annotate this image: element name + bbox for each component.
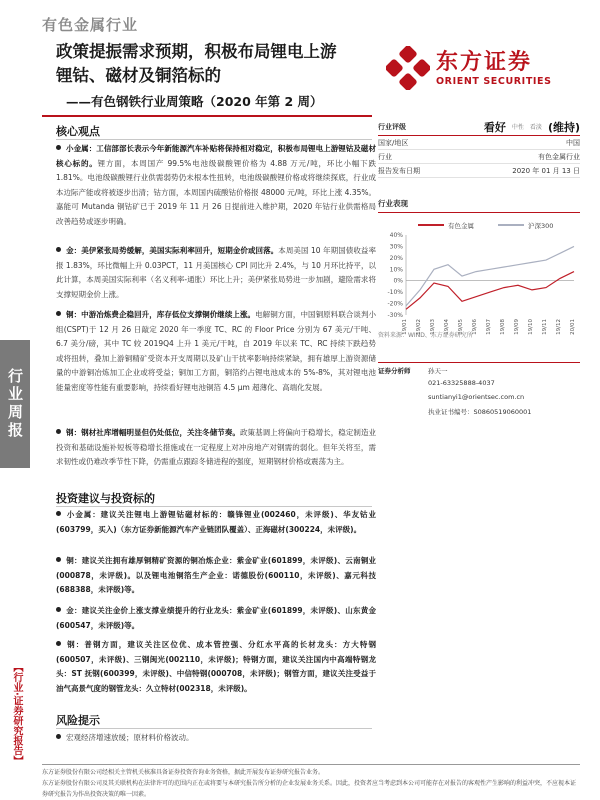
x-tick-label: 19/08 xyxy=(500,319,506,335)
chart-source: 资料来源：WIND、东方证券研究所 xyxy=(378,332,473,339)
investment-item xyxy=(56,554,376,598)
y-tick-label: -10% xyxy=(387,289,403,297)
rating-keep: (维持) xyxy=(547,120,580,134)
logo-chinese-text: 东方证券 xyxy=(436,49,533,75)
x-tick-label: 19/11 xyxy=(542,319,548,335)
series-line-沪深300 xyxy=(406,246,574,306)
industry-performance-block xyxy=(378,198,580,345)
investment-item-text: 钢：普钢方面，建议关注区位优、成本管控强、分红水平高的长材龙头：方大特钢(600507，未评级)、三钢闽光(002110，未评级)；特钢方面，建议关注国内中高端特钢龙头：ST 抚钢(600399，未评级)、中信特钢(000708，未评级)；钢管方面，建议关注受益于油气高景气度的钢管龙头：久立特材(002318，未评级)。 xyxy=(56,640,376,693)
bullet-icon xyxy=(56,511,61,516)
core-item-small-metals xyxy=(56,142,376,230)
core-item-body: 政策基调上将偏向于稳增长，稳定制造业投资和基础设施补短板等稳增长措施或在一定程度上对冲房地产对钢需的弱化。但年关将至，需求韧性或仍难改季节性下降，仍需重点跟踪冬储进程的强度，短期钢材价格或震荡为主。 xyxy=(56,428,377,467)
analyst-row xyxy=(378,362,580,376)
rating-row xyxy=(378,118,580,136)
core-item-steel xyxy=(56,426,376,470)
core-item-copper xyxy=(56,308,376,396)
analyst-label: 证券分析师 xyxy=(378,367,411,375)
risk-item-text: 宏观经济增速放缓；原材料价格波动。 xyxy=(66,733,194,742)
x-tick-label: 19/07 xyxy=(486,319,492,335)
x-tick-label: 19/04 xyxy=(444,319,450,335)
legend-label: 沪深300 xyxy=(528,222,554,230)
bullet-icon xyxy=(56,311,61,316)
info-row-region xyxy=(378,136,580,150)
y-tick-label: -20% xyxy=(387,300,403,308)
core-item-body: 锂方面，本周国产 99.5%电池级碳酸锂价格为 4.88 万元/吨，环比小幅下跌 1.81%。电池级碳酸锂行业供需弱势仍未根本性扭转，电池级碳酸锂价格或将继续探底，行业成本边际产能或将被逐步出清；钴方面，本周国内硫酸钴价格报 48000 元/吨，环比上涨 4.35%。嘉能可 Mutanda 铜钴矿已于 2019 年 11 月 26 日提前进入维护期，2020 年钴行业供需格局改善趋势或逐步明确。 xyxy=(56,158,377,226)
legend-label: 有色金属 xyxy=(448,222,474,230)
x-tick-label: 19/09 xyxy=(514,319,520,335)
analyst-row xyxy=(378,376,580,390)
core-item-lead: 金：美伊紧张局势缓解，美国实际利率回升，短期金价或回落。 xyxy=(66,246,279,255)
rating-mid: 中性 xyxy=(511,124,524,131)
series-line-有色金属 xyxy=(406,272,574,310)
y-tick-label: 40% xyxy=(389,232,403,239)
investment-item-text: 金：建议关注金价上涨支撑业绩提升的行业龙头：紫金矿业(601899，未评级)、山东黄金(600547，未评级)等。 xyxy=(56,606,376,630)
x-tick-label: 19/02 xyxy=(416,319,422,335)
info-row-industry xyxy=(378,150,580,164)
bullet-icon xyxy=(56,247,61,252)
core-item-lead: 铜：中游冶炼费企稳回升，库存低位支撑铜价继续上涨。 xyxy=(66,310,256,319)
footer-line-2: 东方证券股份有限公司及其关联机构在法律许可的范围内正在或将要与本研究报告所分析的企业发展业务关系。因此，投资者应当考虑到本公司可能存在对报告的客观性产生影响的利益冲突，不应视本证券研究报告为作出投资决策的唯一因素。 xyxy=(42,780,577,798)
logo-mark-icon xyxy=(386,46,430,90)
investment-item xyxy=(56,604,376,633)
rating-table xyxy=(378,118,580,178)
info-row-date xyxy=(378,164,580,178)
report-subtitle: ——有色钢铁行业周策略（2020 年第 2 周） xyxy=(66,94,323,109)
analyst-email[interactable]: suntianyi1@orientsec.com.cn xyxy=(428,393,525,401)
info-value: 中国 xyxy=(566,138,580,147)
investment-item-text: 铜：建议关注拥有雄厚铜精矿资源的铜冶炼企业：紫金矿业(601899，未评级)、云南铜业(000878，未评级)。以及锂电池铜箔生产企业：诺德股份(600110，未评级)、嘉元科技(688388，未评级)等。 xyxy=(56,556,376,595)
y-tick-label: 30% xyxy=(389,243,403,251)
industry-label: 有色金属行业 xyxy=(42,16,139,34)
info-key: 报告发布日期 xyxy=(378,166,420,175)
title-line-2: 锂钴、磁材及铜箔标的 xyxy=(56,66,221,85)
bullet-icon xyxy=(56,557,61,562)
footer-divider xyxy=(42,764,580,765)
side-report-type: 【行业·证券研究报告】 xyxy=(11,662,22,766)
y-tick-label: 10% xyxy=(389,266,403,274)
analyst-row xyxy=(378,404,580,418)
core-item-lead: 小金属：工信部部长表示今年新能源汽车补贴将保持相对稳定，积极布局锂电上游锂钴及磁材核心标的。 xyxy=(56,144,376,168)
investment-item xyxy=(56,508,376,537)
info-value: 2020 年 01 月 13 日 xyxy=(512,166,580,175)
core-item-body: 电解铜方面，中国铜原料联合谈判小组(CSPT)于 12 月 26 日敲定 2020 年一季度 TC、RC 的 Floor Price 分别为 67 美元/干吨、6.7 美分/磅，其中 TC 较 2019Q4 上升 1 美元/干吨，自 2019 年以来 TC、RC 持续下跌趋势或将扭转，叠加上游铜精矿受资本开支周期以及矿山干扰率影响持续紧缺，拥有雄厚上游资源储量的中游铜冶炼加工企业或将受益；铜加工方面，铜箔约占锂电池成本的 5%-8%，其对锂电池能量密度等性能有重要影响，持续看好锂电池铜箔 4.5 μm 超薄化、高端化发展。 xyxy=(56,310,377,392)
side-tab-weekly: 行业周报 xyxy=(0,340,30,468)
industry-performance-chart xyxy=(378,219,580,343)
x-tick-label: 19/03 xyxy=(430,319,436,335)
core-item-body: 本周美国 10 年期国债收益率报 1.83%，环比微幅上升 0.03PCT，11 月美国核心 CPI 同比升 2.4%，与 10 月环比持平，以此计算，本周美国实际利率（名义利率-通胀）环比上升；美伊紧张局势进一步加剧，避险需求将支撑短期金价上涨。 xyxy=(56,246,377,299)
x-tick-label: 19/01 xyxy=(402,319,408,335)
analyst-name: 孙天一 xyxy=(428,367,448,375)
info-key: 行业 xyxy=(378,152,392,161)
y-tick-label: -30% xyxy=(387,312,403,319)
x-tick-label: 19/06 xyxy=(472,319,478,335)
orient-securities-logo xyxy=(386,46,552,90)
bullet-icon xyxy=(56,641,61,646)
info-value: 有色金属行业 xyxy=(538,152,580,161)
info-key: 国家/地区 xyxy=(378,138,409,147)
title-line-1: 政策提振需求预期，积极布局锂电上游 xyxy=(56,42,337,61)
y-tick-label: 0% xyxy=(393,277,403,285)
x-tick-label: 19/10 xyxy=(528,319,534,335)
bullet-icon xyxy=(56,145,61,150)
core-item-gold xyxy=(56,244,376,302)
report-title xyxy=(56,40,376,88)
logo-english-text: ORIENT SECURITIES xyxy=(436,75,552,87)
bullet-icon xyxy=(56,734,61,739)
x-tick-label: 19/05 xyxy=(458,319,464,335)
risk-item xyxy=(56,731,376,746)
analyst-block xyxy=(378,362,580,418)
investment-heading: 投资建议与投资标的 xyxy=(56,492,155,505)
analyst-phone: 021-63325888-4037 xyxy=(428,379,495,387)
x-tick-label: 20/01 xyxy=(570,319,576,335)
investment-item-text: 小金属：建议关注锂电上游锂钴磁材标的：赣锋锂业(002460，未评级)、华友钴业(603799，买入)（东方证券新能源汽车产业链团队覆盖）、正海磁材(300224，未评级)。 xyxy=(56,510,376,534)
y-tick-label: 20% xyxy=(389,254,403,262)
rating-label: 行业评级 xyxy=(378,122,406,131)
rating-value: 看好 xyxy=(483,120,506,134)
footer-disclaimer xyxy=(42,767,580,800)
core-item-lead: 钢：钢材社库增幅明显但仍处低位，关注冬储节奏。 xyxy=(66,428,240,437)
analyst-cert: 执业证书编号：S0860519060001 xyxy=(428,407,532,416)
header-divider xyxy=(42,115,372,117)
rating-values xyxy=(484,119,580,135)
x-tick-label: 19/12 xyxy=(556,319,562,335)
chart-heading: 行业表现 xyxy=(378,198,580,213)
rating-low: 看淡 xyxy=(529,124,542,131)
risk-heading: 风险提示 xyxy=(56,714,100,727)
investment-item xyxy=(56,638,376,696)
footer-line-1: 东方证券股份有限公司经相关主管机关核准具备证券投资咨询业务资格，据此开展发布证券研究报告业务。 xyxy=(42,769,325,776)
bullet-icon xyxy=(56,607,61,612)
analyst-row xyxy=(378,390,580,404)
bullet-icon xyxy=(56,429,61,434)
core-views-heading: 核心观点 xyxy=(56,125,100,138)
